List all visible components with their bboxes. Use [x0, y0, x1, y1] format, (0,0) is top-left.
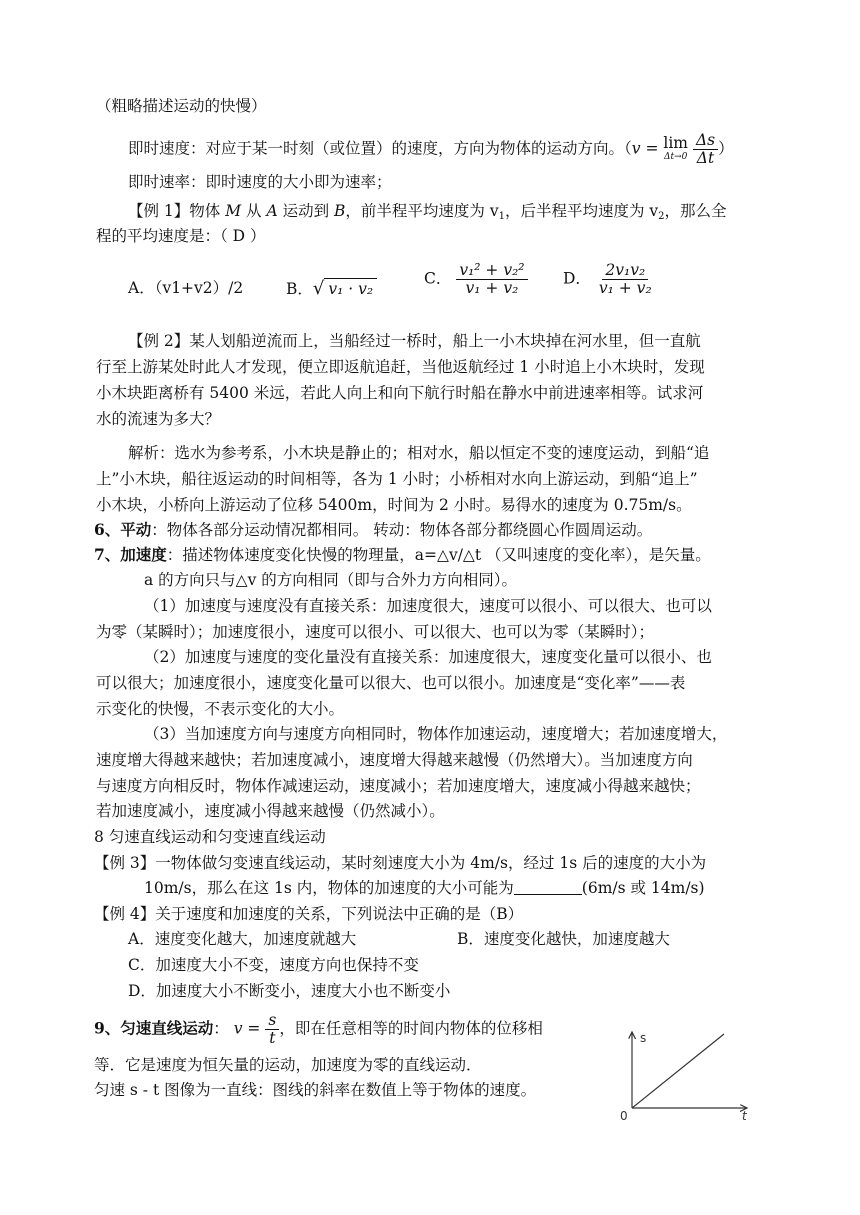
- instant-velocity-line: [128, 132, 734, 167]
- sqrt-expr: v₁ · v₂: [324, 278, 377, 299]
- x-axis-label: t: [742, 1109, 747, 1123]
- example-1-line: [128, 201, 727, 227]
- text-line: 【例 3】一物体做匀变速直线运动，某时刻速度大小为 4m/s，经过 1s 后的速度的大小为: [94, 854, 707, 872]
- text-line: （粗略描述运动的快慢）: [96, 97, 267, 115]
- text-line: 程的平均速度是：（ D ）: [96, 227, 266, 245]
- st-line: [632, 1034, 724, 1108]
- section-heading: 9、匀速直线运动: [94, 1018, 214, 1038]
- text-line: 为零（某瞬时）；加速度很小，速度可以很小、可以很大、也可以为零（某瞬时）；: [96, 623, 655, 641]
- text: B: [334, 202, 346, 220]
- text-line: （1）加速度与速度没有直接关系：加速度很大，速度可以很小、可以很大、也可以: [144, 597, 712, 615]
- denominator: Δt: [696, 149, 715, 167]
- text: 10m/s，那么在这 1s 内，物体的加速度的大小可能为: [144, 879, 514, 897]
- denominator: t: [269, 1029, 276, 1047]
- text-line: 可以很大；加速度很小，速度变化量可以很大、也可以很小。加速度是“变化率”——表: [96, 674, 686, 692]
- text-line: 匀速 s - t 图像为一直线：图线的斜率在数值上等于物体的速度。: [94, 1081, 537, 1099]
- numerator: s: [265, 1012, 279, 1030]
- text-line: 小木块，小桥向上游运动了位移 5400m，时间为 2 小时。易得水的速度为 0.75m/s。: [96, 496, 692, 514]
- text: A: [266, 202, 278, 220]
- answer-blank: [514, 880, 582, 895]
- option-a: A．（v1+v2）/2: [128, 279, 244, 297]
- denominator: v₁ + v₂: [598, 279, 652, 297]
- fraction-ds-dt: [693, 132, 718, 167]
- section-7: [94, 545, 711, 565]
- ex4-option-a: A．速度变化越大，加速度就越大: [128, 930, 357, 948]
- text-line: 水的流速为多大？: [96, 410, 221, 428]
- text: M: [225, 202, 242, 220]
- text: 【例 1】物体: [128, 202, 226, 220]
- origin-label: 0: [620, 1109, 628, 1123]
- text: ：物体各部分运动情况都相同。 转动：物体各部分都绕圆心作圆周运动。: [151, 521, 653, 539]
- text-line: 【例 2】某人划船逆流而上，当船经过一桥时，船上一小木块掉在河水里，但一直航: [128, 332, 701, 350]
- text-line: a 的方向只与△v 的方向相同（即与合外力方向相同）。: [144, 571, 518, 589]
- fraction-c: [456, 262, 527, 297]
- text: C．: [424, 269, 452, 288]
- option-c: [424, 262, 528, 297]
- ex4-option-b: B．速度变化越快，加速度越大: [457, 930, 670, 948]
- section-8: 8 匀速直线运动和匀变速直线运动: [94, 828, 326, 846]
- text: ：: [213, 1019, 229, 1038]
- subscript: 2: [658, 211, 665, 222]
- lim-sub: Δt→0: [663, 151, 688, 162]
- ex4-option-d: D．加速度大小不断变小，速度大小也不断变小: [128, 982, 451, 1000]
- y-axis-label: s: [640, 1031, 647, 1045]
- text-line: 解析：选水为参考系，小木块是静止的；相对水，船以恒定不变的速度运动，到船“追: [128, 444, 710, 462]
- math-v: v =: [631, 139, 659, 158]
- section-heading: 6、平动: [94, 520, 152, 539]
- text: 从: [241, 202, 267, 220]
- text-line: 与速度方向相反时，物体作减速运动，速度减小；若加速度增大，速度减小得越来越快；: [96, 777, 701, 795]
- text: ，后半程平均速度为 v: [504, 202, 659, 220]
- text-line: 【例 4】关于速度和加速度的关系，下列说法中正确的是（B）: [94, 905, 524, 923]
- numerator: Δs: [693, 132, 718, 150]
- st-graph: [612, 1026, 762, 1126]
- text-line: 小木块距离桥有 5400 米远，若此人向上和向下航行时船在静水中前进速率相等。试求河: [96, 384, 704, 402]
- math-v: v =: [233, 1019, 261, 1038]
- denominator: v₁ + v₂: [465, 279, 519, 297]
- text: ，那么全: [664, 202, 727, 220]
- text: 运动到: [277, 202, 335, 220]
- text: B．: [286, 280, 313, 298]
- text-line: 示变化的快慢，不表示变化的大小。: [96, 700, 345, 718]
- section-6: [94, 520, 652, 540]
- text: ，即在任意相等的时间内物体的位移相: [279, 1019, 543, 1038]
- subscript: 1: [498, 211, 505, 222]
- text-line: （2）加速度与速度的变化量没有直接关系：加速度很大，速度变化量可以很小、也: [144, 648, 712, 666]
- text: 即时速度：对应于某一时刻（或位置）的速度，方向为物体的运动方向。（: [128, 139, 632, 158]
- text-line: （3）当加速度方向与速度方向相同时，物体作加速运动，速度增大；若加速度增大，: [144, 725, 728, 743]
- option-d: [563, 262, 655, 297]
- section-heading: 7、加速度: [94, 545, 167, 564]
- text-line: 行至上游某处时此人才发现，便立即返航追赶，当他返航经过 1 小时追上小木块时，发现: [96, 358, 705, 376]
- text-line: 速度增大得越来越快；若加速度减小，速度增大得越来越慢（仍然增大）。当加速度方向: [96, 751, 693, 769]
- text: ，前半程平均速度为 v: [345, 202, 499, 220]
- text: D．: [563, 269, 591, 288]
- lim: lim: [663, 133, 688, 152]
- text-line: 等．它是速度为恒矢量的运动，加速度为零的直线运动．: [94, 1056, 482, 1074]
- example-3-line2: [144, 878, 705, 898]
- option-b: B．√ v₁ · v₂: [286, 278, 377, 299]
- ex4-option-c: C．加速度大小不变，速度方向也保持不变: [128, 956, 419, 974]
- text: (6m/s 或 14m/s): [581, 879, 705, 897]
- fraction-d: [596, 262, 655, 297]
- text-line: 上”小木块，船往返运动的时间相等，各为 1 小时；小桥相对水向上游运动，到船“追上”: [96, 470, 698, 488]
- numerator: 2v₁v₂: [602, 262, 648, 280]
- section-9: [94, 1012, 543, 1047]
- text: ：描述物体速度变化快慢的物理量，a=△v/△t （又叫速度的变化率），是矢量。: [166, 546, 711, 564]
- fraction-s-t: [265, 1012, 279, 1047]
- limit-expression: [663, 133, 688, 164]
- text-line: 若加速度减小，速度减小得越来越慢（仍然减小）。: [96, 802, 445, 820]
- numerator: v₁² + v₂²: [456, 262, 527, 280]
- text-line: 即时速率：即时速度的大小即为速率；: [128, 173, 392, 191]
- text: ）: [718, 139, 734, 158]
